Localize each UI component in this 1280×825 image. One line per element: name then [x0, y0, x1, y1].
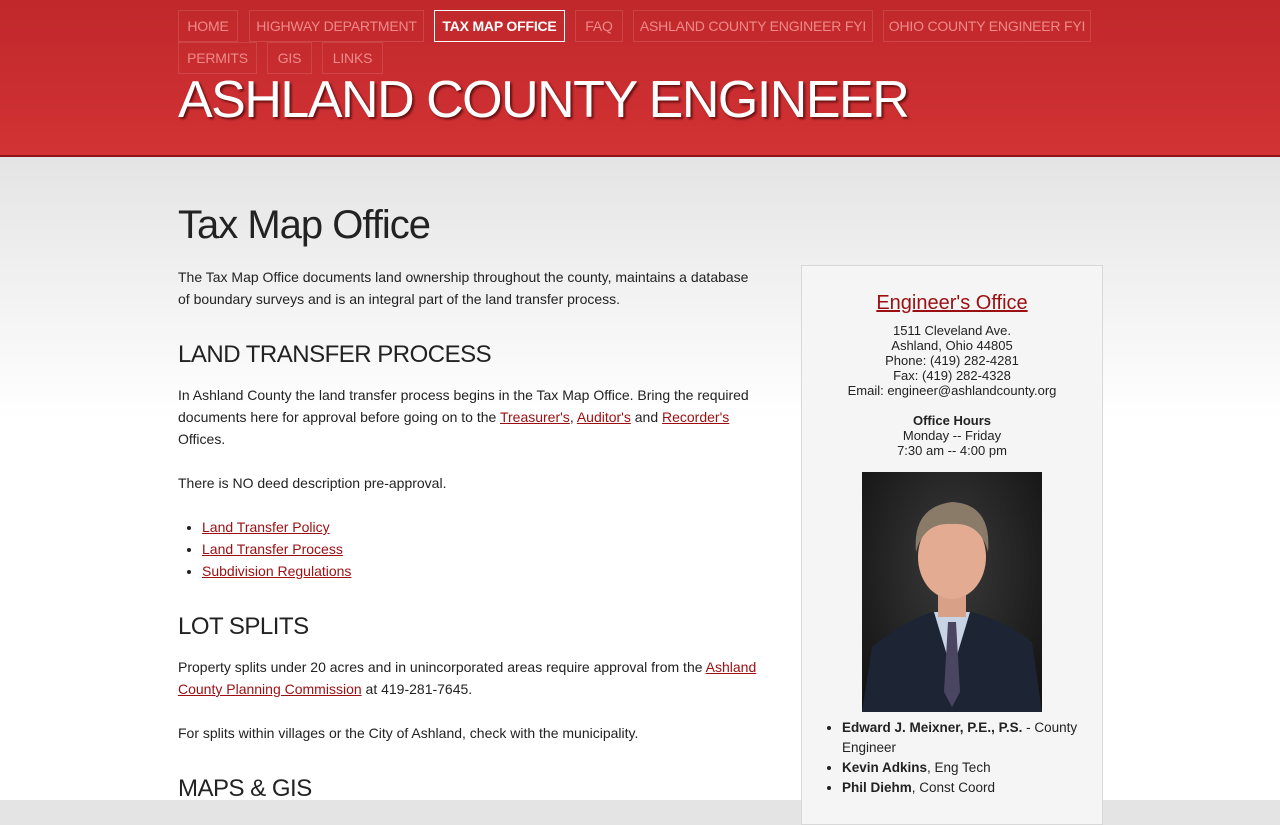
nav-links[interactable]: LINKS	[322, 42, 383, 74]
staff-name: Edward J. Meixner, P.E., P.S.	[842, 720, 1023, 735]
staff-list	[842, 718, 1102, 798]
heading-maps-gis: MAPS & GIS	[178, 775, 312, 802]
land-transfer-policy-link[interactable]: Land Transfer Policy	[202, 519, 330, 535]
text: at 419-281-7645.	[361, 681, 473, 697]
nav-ashland-fyi[interactable]: ASHLAND COUNTY ENGINEER FYI	[633, 10, 873, 42]
list-item	[202, 516, 758, 538]
email: Email: engineer@ashlandcounty.org	[847, 383, 1057, 398]
phone: Phone: (419) 282-4281	[885, 353, 1019, 368]
nav-home[interactable]: HOME	[178, 10, 238, 42]
text: In Ashland County the land transfer process begins in the Tax Map Office. Bring the required documents here for approval before going on to the	[178, 387, 749, 425]
list-item	[202, 560, 758, 582]
address-line: 1511 Cleveland Ave.	[892, 323, 1012, 338]
main-content	[178, 200, 758, 818]
staff-role: , Eng Tech	[927, 760, 991, 775]
city-line: Ashland, Ohio 44805	[891, 338, 1013, 353]
staff-item	[842, 778, 1102, 798]
nav-faq[interactable]: FAQ	[575, 10, 623, 42]
nav-ohio-fyi[interactable]: OHIO COUNTY ENGINEER FYI	[883, 10, 1091, 42]
nav-tax-map-office[interactable]: TAX MAP OFFICE	[434, 10, 565, 42]
auditor-link[interactable]: Auditor's	[576, 409, 631, 425]
text: and	[630, 409, 662, 425]
text: ,	[569, 409, 577, 425]
site-title[interactable]: ASHLAND COUNTY ENGINEER	[178, 71, 909, 129]
land-transfer-text	[178, 384, 758, 450]
engineers-office-link[interactable]: Engineer's Office	[876, 292, 1028, 314]
engineer-photo	[862, 472, 1042, 712]
land-transfer-process-link[interactable]: Land Transfer Process	[202, 541, 343, 557]
fax: Fax: (419) 282-4328	[893, 368, 1011, 383]
heading-land-transfer: LAND TRANSFER PROCESS	[178, 341, 492, 368]
subdivision-regulations-link[interactable]: Subdivision Regulations	[202, 563, 352, 579]
office-days: Monday -- Friday	[902, 428, 1002, 443]
intro-text: The Tax Map Office documents land ownership throughout the county, maintains a database of boundary surveys and is an integral part of the land transfer process.	[178, 269, 749, 307]
text: Property splits under 20 acres and in unincorporated areas require approval from the	[178, 659, 706, 675]
staff-role: , Const Coord	[911, 780, 996, 795]
staff-name: Kevin Adkins	[842, 760, 928, 775]
lot-splits-text	[178, 656, 758, 700]
no-preapproval-text: There is NO deed description pre-approval.	[178, 475, 447, 491]
recorder-link[interactable]: Recorder's	[662, 409, 730, 425]
office-hours-title: Office Hours	[912, 413, 991, 428]
engineer-office-sidebar	[801, 265, 1103, 825]
site-header	[0, 0, 1280, 157]
staff-name: Phil Diehm	[842, 780, 912, 795]
page-title: Tax Map Office	[178, 203, 431, 247]
staff-role: - County Engineer	[842, 720, 1078, 755]
staff-item	[842, 758, 1102, 778]
heading-lot-splits: LOT SPLITS	[178, 613, 309, 640]
nav-permits[interactable]: PERMITS	[178, 42, 257, 74]
staff-item	[842, 718, 1102, 758]
list-item	[202, 538, 758, 560]
office-hours: 7:30 am -- 4:00 pm	[897, 443, 1007, 458]
text: Offices.	[178, 431, 226, 447]
nav-gis[interactable]: GIS	[267, 42, 312, 74]
treasurer-link[interactable]: Treasurer's	[499, 409, 570, 425]
villages-text: For splits within villages or the City of Ashland, check with the municipality.	[178, 725, 639, 741]
nav-highway-department[interactable]: HIGHWAY DEPARTMENT	[249, 10, 424, 42]
land-transfer-links	[202, 516, 758, 582]
planning-commission-link[interactable]: Ashland County Planning Commission	[178, 659, 757, 697]
